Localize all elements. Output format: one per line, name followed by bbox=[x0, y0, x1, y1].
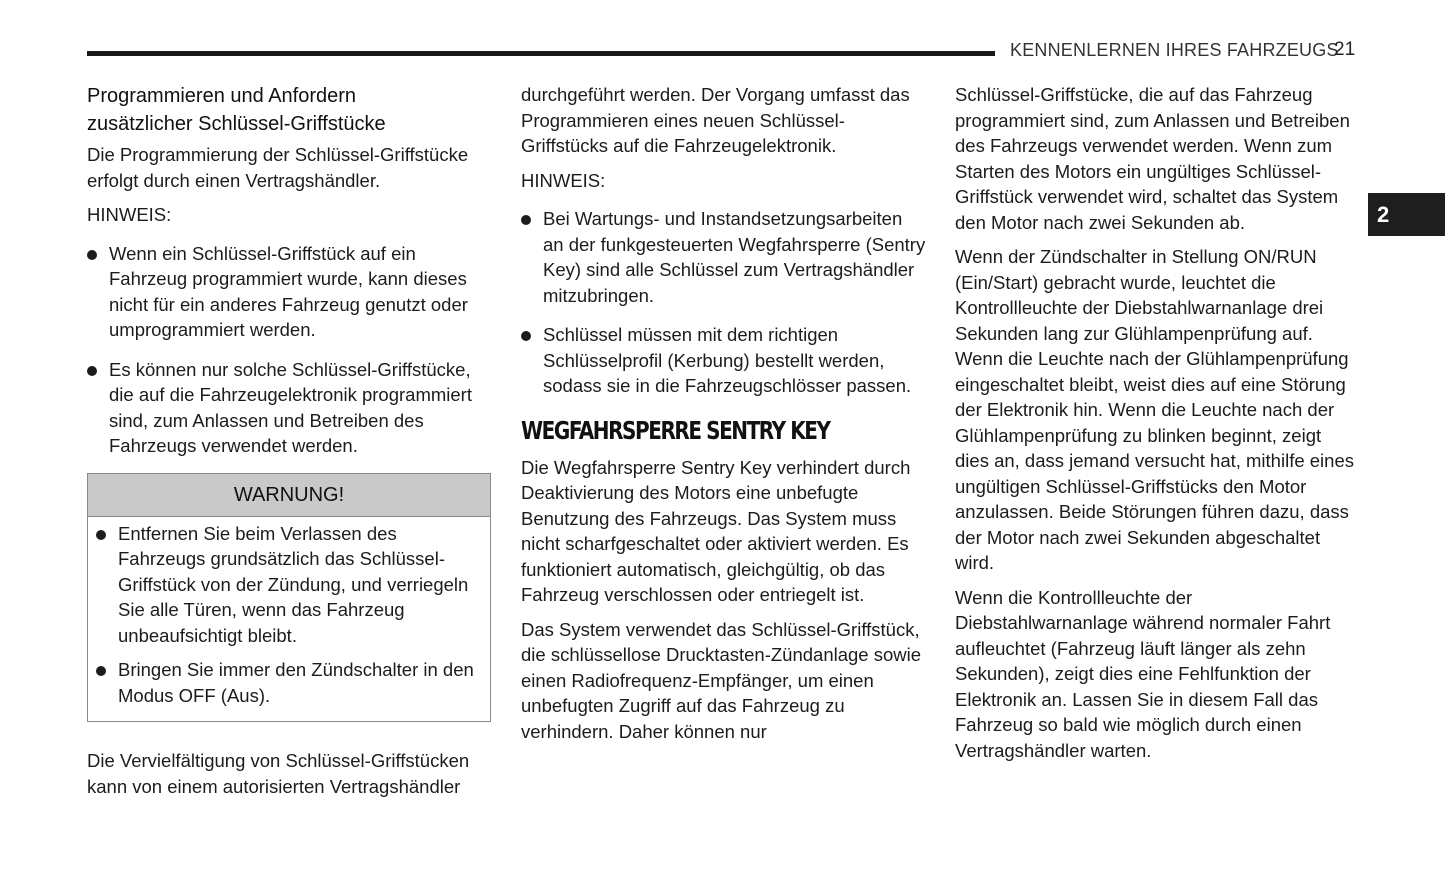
list-item-text: Es können nur solche Schlüssel-Griffstücke, die auf die Fahrzeugelektronik programmiert sind, zum Anlassen und Betreiben des Fahrzeugs verwendet werden. bbox=[109, 358, 472, 456]
continuation-paragraph: Schlüssel-Griffstücke, die auf das Fahrzeug programmiert sind, zum Anlassen und Betreiben des Fahrzeugs verwendet werden. Wenn zum Starten des Motors ein ungültiges Schlüssel-Griffstück verwendet wird, schaltet das System den Motor nach zwei Sekunden ab. bbox=[955, 84, 1350, 233]
running-header-title: KENNENLERNEN IHRES FAHRZEUGS bbox=[1010, 40, 1339, 60]
bullet-dot-icon bbox=[96, 530, 106, 540]
body-paragraph: Wenn der Zündschalter in Stellung ON/RUN (Ein/Start) gebracht wurde, leuchtet die Kontrollleuchte der Diebstahlwarnanlage drei Sekunden lang zur Glühlampenprüfung auf. Wenn die Leuchte nach der Glühlampenprüfung eingeschaltet bleibt, weist dies auf eine Störung der Elektronik hin. Wenn die Leuchte nach der Glühlampenprüfung zu blinken beginnt, zeigt dies an, dass jemand versucht hat, mithilfe eines ungültigen Schlüssel-Griffstücks den Motor anzulassen. Beide Störungen führen dazu, dass der Motor nach zwei Sekunden abgeschaltet wird. bbox=[955, 246, 1354, 573]
list-item bbox=[521, 206, 926, 308]
list-item bbox=[87, 357, 492, 459]
bullet-dot-icon bbox=[521, 331, 531, 341]
closing-paragraph: Die Vervielfältigung von Schlüssel-Griffstücken kann von einem autorisierten Vertragshändler bbox=[87, 750, 470, 797]
section-title: WEGFAHRSPERRE SENTRY KEY bbox=[521, 415, 830, 445]
body-paragraph: Das System verwendet das Schlüssel-Griffstück, die schlüssellose Drucktasten-Zündanlage sowie einen Radiofrequenz-Empfänger, um einen unbefugten Zugriff auf das Fahrzeug zu verhindern. Daher können nur bbox=[521, 618, 922, 742]
heading-line-2: zusätzlicher Schlüssel-Griffstücke bbox=[87, 113, 386, 135]
intro-paragraph: Die Programmierung der Schlüssel-Griffstücke erfolgt durch einen Vertragshändler. bbox=[87, 144, 469, 191]
page-number: 21 bbox=[1334, 39, 1356, 60]
bullet-dot-icon bbox=[87, 250, 97, 260]
chapter-tab: 2 bbox=[1368, 193, 1445, 236]
list-item bbox=[96, 657, 482, 708]
list-item-text: Bei Wartungs- und Instandsetzungsarbeiten an der funkgesteuerten Wegfahrsperre (Sentry Key) sind alle Schlüssel zum Vertragshändler mitzubringen. bbox=[543, 208, 926, 306]
column-3 bbox=[955, 82, 1360, 772]
list-item bbox=[96, 521, 482, 649]
bullet-dot-icon bbox=[96, 666, 106, 676]
column-1 bbox=[87, 82, 492, 808]
note-label: HINWEIS: bbox=[521, 169, 606, 191]
bullet-dot-icon bbox=[87, 366, 97, 376]
note-bullet-list bbox=[521, 206, 926, 399]
warning-bullet-list bbox=[88, 517, 490, 722]
list-item-text: Wenn ein Schlüssel-Griffstück auf ein Fahrzeug programmiert wurde, kann dieses nicht für ein anderes Fahrzeug genutzt oder umprogrammiert werden. bbox=[109, 242, 468, 340]
body-paragraph: Wenn die Kontrollleuchte der Diebstahlwarnanlage während normaler Fahrt aufleuchtet (Fahrzeug läuft länger als zehn Sekunden), zeigt dies eine Fehlfunktion der Elektronik an. Lassen Sie in diesem Fall das Fahrzeug so bald wie möglich durch einen Vertragshändler warten. bbox=[955, 586, 1331, 761]
note-bullet-list bbox=[87, 241, 492, 459]
bullet-dot-icon bbox=[521, 215, 531, 225]
list-item-text: Bringen Sie immer den Zündschalter in den Modus OFF (Aus). bbox=[118, 659, 474, 706]
heading-line-1: Programmieren und Anfordern bbox=[87, 85, 357, 107]
list-item bbox=[521, 322, 926, 399]
body-paragraph: Die Wegfahrsperre Sentry Key verhindert durch Deaktivierung des Motors eine unbefugte Benutzung des Fahrzeugs. Das System muss nicht scharfgeschaltet oder aktiviert werden. Es funktioniert automatisch, gleichgültig, ob das Fahrzeug verschlossen oder entriegelt ist. bbox=[521, 456, 911, 605]
continuation-paragraph: durchgeführt werden. Der Vorgang umfasst das Programmieren eines neuen Schlüssel-Griffstücks auf die Fahrzeugelektronik. bbox=[521, 84, 910, 156]
header-rule bbox=[87, 51, 995, 56]
warning-box bbox=[87, 473, 491, 723]
warning-title: WARNUNG! bbox=[88, 474, 490, 517]
subsection-heading bbox=[87, 82, 492, 138]
list-item-text: Entfernen Sie beim Verlassen des Fahrzeugs grundsätzlich das Schlüssel-Griffstück von der Zündung, und verriegeln Sie alle Türen, wenn das Fahrzeug unbeaufsichtigt bleibt. bbox=[118, 522, 469, 646]
note-label: HINWEIS: bbox=[87, 204, 172, 225]
list-item bbox=[87, 241, 492, 343]
column-2 bbox=[521, 82, 926, 753]
list-item-text: Schlüssel müssen mit dem richtigen Schlüsselprofil (Kerbung) bestellt werden, sodass sie in die Fahrzeugschlösser passen. bbox=[543, 324, 912, 396]
